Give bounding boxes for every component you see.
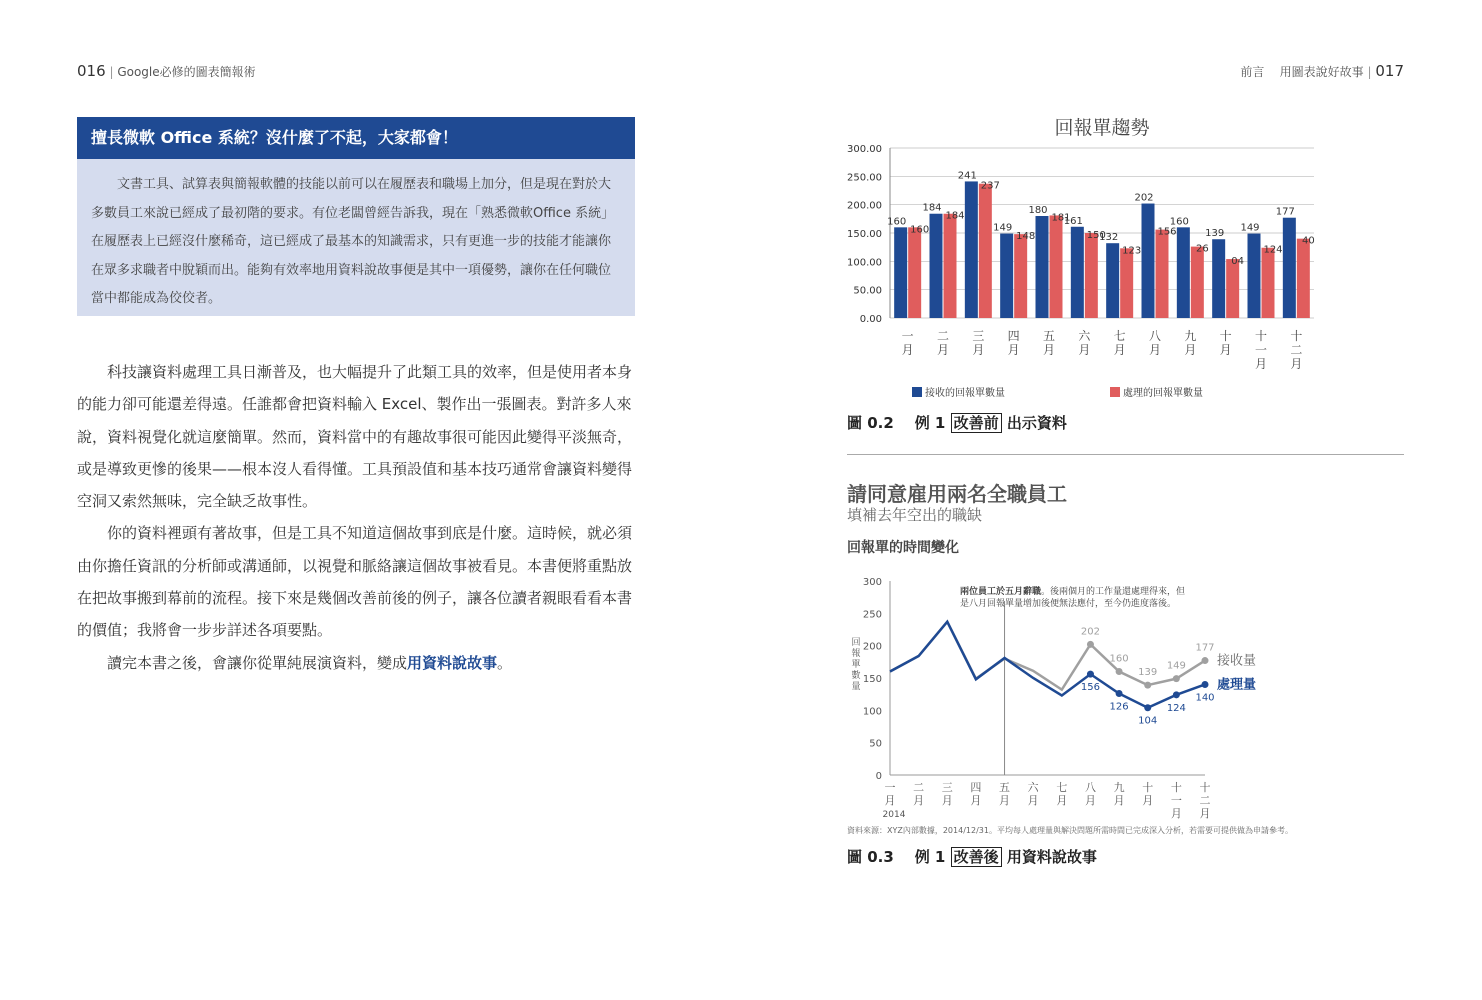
bar-chart-x-tick: 四月 <box>1007 329 1020 357</box>
bar-chart-y-tick: 200.00 <box>847 200 882 212</box>
bar-data-label: 04 <box>1231 256 1245 268</box>
line-chart-x-tick: 六月 <box>1027 781 1039 807</box>
bar-chart-x-tick: 二月 <box>936 329 950 357</box>
line-data-label-received: 202 <box>1080 626 1101 638</box>
bar-chart-x-tick: 三月 <box>972 329 985 357</box>
bar-data-label: 160 <box>887 216 907 228</box>
line-chart-x-tick: 十二月 <box>1199 781 1211 820</box>
bar-data-label: 150 <box>1086 230 1106 241</box>
figure-0-3-text: 用資料說故事 <box>1006 848 1097 866</box>
line-point-processed <box>1173 691 1180 698</box>
bar-data-label: 149 <box>1240 222 1260 234</box>
line-point-received <box>1202 657 1209 664</box>
bar-legend-label: 接收的回報單數量 <box>925 388 1005 399</box>
bar-received <box>1177 227 1190 318</box>
line-chart-annotation: 兩位員工於五月辭職。後兩個月的工作量還處理得來，但 <box>960 587 1186 597</box>
line-data-label-received: 149 <box>1166 660 1186 672</box>
bar-chart-y-tick: 0.00 <box>859 314 882 325</box>
left-page-header: 016 | Google必修的圖表簡報術 <box>77 62 256 80</box>
line-point-processed <box>1087 671 1094 678</box>
line-data-label-processed: 140 <box>1195 692 1215 704</box>
bar-received <box>930 214 943 318</box>
bar-chart-y-tick: 100.00 <box>847 257 882 269</box>
bar-data-label: 237 <box>980 180 1000 192</box>
figure-0-3-subtitle: 填補去年空出的職缺 <box>847 506 983 524</box>
body-p3-highlight: 用資料說故事 <box>407 653 498 672</box>
bar-data-label: 148 <box>1016 231 1036 243</box>
bar-data-label: 184 <box>922 202 942 214</box>
sidebar-box-text: 文書工具、試算表與簡報軟體的技能以前可以在履歷表和職場上加分，但是現在對於大多數員工來說已經成了最初階的要求。有位老闆曾經告訴我，現在「熟悉微軟Office 系統」在履歷表上已經沒什麼稀奇，這已經成了最基本的知識需求，只有更進一步的技能才能讓你在眾多求職者中脫穎而出。能夠有效率地用資料說故事便是其中一項優勢，讓你在任何職位當中都能成為佼佼者。 <box>91 177 615 306</box>
line-data-label-received: 160 <box>1109 653 1129 665</box>
bar-processed <box>1262 248 1275 318</box>
line-chart-y-tick: 150 <box>862 674 882 685</box>
line-point-processed <box>1116 690 1123 697</box>
body-text <box>77 356 637 679</box>
figure-0-3-title: 請同意雇用兩名全職員工 <box>847 482 1067 506</box>
bar-data-label: 181 <box>1051 212 1071 224</box>
bar-data-label: 132 <box>1099 232 1119 244</box>
line-chart-y-tick: 50 <box>869 738 882 750</box>
line-chart-x-tick: 九月 <box>1113 781 1125 807</box>
bar-chart-x-tick: 八月 <box>1148 329 1162 357</box>
bar-chart-x-tick: 十一月 <box>1254 329 1268 371</box>
bar-processed <box>979 184 992 318</box>
left-page-number: 016 <box>77 62 106 80</box>
line-data-label-processed: 124 <box>1166 702 1186 714</box>
line-chart-x-tick: 十月 <box>1142 781 1154 807</box>
bar-processed <box>1014 234 1027 318</box>
book-title: Google必修的圖表簡報術 <box>117 65 256 79</box>
line-chart-x-tick: 七月 <box>1056 781 1068 807</box>
line-point-processed <box>1144 704 1151 711</box>
line-point-received <box>1116 668 1123 675</box>
section-name: 前言 <box>1240 65 1265 79</box>
bar-chart-title: 回報單趨勢 <box>1054 117 1150 139</box>
bar-received <box>1212 239 1225 318</box>
bar-chart-x-tick: 九月 <box>1184 329 1197 357</box>
line-legend-processed: 處理量 <box>1217 677 1257 693</box>
body-paragraph-2: 你的資料裡頭有著故事，但是工具不知道這個故事到底是什麼。這時候，就必須由你擔任資訊的分析師或溝通師，以視覺和脈絡讓這個故事被看見。本書便將重點放在把故事搬到幕前的流程。接下來是幾個改善前後的例子，讓各位讀者親眼看看本書的價值；我將會一步步詳述各項要點。 <box>77 524 633 640</box>
line-chart-y-tick: 300 <box>862 577 882 588</box>
bar-chart-x-tick: 六月 <box>1078 329 1091 357</box>
sidebar-box-body <box>77 159 635 316</box>
section-divider <box>847 454 1404 455</box>
right-page-number: 017 <box>1375 62 1404 80</box>
bar-data-label: 123 <box>1122 245 1142 257</box>
bar-data-label: 40 <box>1301 235 1315 247</box>
line-chart-x-tick: 八月 <box>1084 781 1096 807</box>
bar-processed <box>1297 239 1310 318</box>
bar-data-label: 241 <box>957 170 977 182</box>
bar-processed <box>1156 230 1169 318</box>
bar-data-label: 124 <box>1263 244 1283 256</box>
bar-chart-y-tick: 150.00 <box>847 229 882 240</box>
bar-data-label: 160 <box>1169 216 1189 228</box>
figure-0-2-example: 例 1 <box>914 414 946 432</box>
bar-processed <box>1226 259 1239 318</box>
line-chart-x-tick: 五月 <box>999 781 1011 807</box>
bar-data-label: 139 <box>1205 228 1225 240</box>
bar-chart-x-tick: 十二月 <box>1290 329 1303 371</box>
bar-received <box>1248 234 1261 318</box>
bar-chart-x-tick: 七月 <box>1113 329 1126 357</box>
bar-data-label: 156 <box>1157 226 1177 238</box>
figure-0-2-tag: 改善前 <box>951 413 1002 433</box>
bar-received <box>1036 216 1049 318</box>
line-chart-y-tick: 0 <box>875 771 882 782</box>
data-source-note: 資料來源：XYZ內部數據，2014/12/31。平均每人處理量與解決問題所需時間已完成深入分析，若需要可提供做為申請參考。 <box>847 826 1293 835</box>
line-series-processed <box>890 622 1205 708</box>
line-data-label-processed: 156 <box>1080 682 1101 694</box>
bar-legend-swatch <box>912 387 922 397</box>
bar-data-label: 160 <box>910 224 930 236</box>
bar-received <box>894 227 907 318</box>
line-point-received <box>1173 675 1180 682</box>
line-chart-x-tick: 十一月 <box>1170 781 1182 820</box>
bar-data-label: 202 <box>1134 192 1154 204</box>
body-p3-prefix: 讀完本書之後，會讓你從單純展演資料，變成 <box>107 653 408 672</box>
line-chart-y-label: 回報單數量 <box>851 638 861 692</box>
line-legend-received: 接收量 <box>1217 653 1257 669</box>
bar-legend-label: 處理的回報單數量 <box>1123 388 1203 399</box>
bar-received <box>965 181 978 318</box>
bar-chart <box>840 108 1320 408</box>
bar-data-label: 26 <box>1195 243 1209 255</box>
bar-chart-y-tick: 50.00 <box>853 285 882 297</box>
line-chart-year-label: 2014 <box>882 810 906 820</box>
line-point-received <box>1087 641 1094 648</box>
bar-legend-swatch <box>1110 387 1120 397</box>
bar-data-label: 180 <box>1028 205 1048 216</box>
bar-data-label: 161 <box>1063 215 1083 227</box>
body-paragraph-1: 科技讓資料處理工具日漸普及，也大幅提升了此類工具的效率，但是使用者本身的能力卻可能還差得遠。任誰都會把資料輸入 Excel、製作出一張圖表。對許多人來說，資料視覺化就這麼簡單。然而，資料當中的有趣故事很可能因此變得平淡無奇，或是導致更慘的後果——根本沒人看得懂。工具預設值和基本技巧通常會讓資料變得空洞又索然無味，完全缺乏故事性。 <box>77 363 633 511</box>
line-chart-x-tick: 一月 <box>884 781 896 807</box>
body-p3-suffix: 。 <box>497 653 513 672</box>
line-chart-y-tick: 200 <box>862 641 882 653</box>
line-chart-x-tick: 二月 <box>913 781 925 807</box>
line-chart-annotation-line2: 是八月回報單量增加後便無法應付，至今仍進度落後。 <box>960 599 1177 609</box>
line-data-label-processed: 104 <box>1138 715 1158 727</box>
line-chart-y-tick: 100 <box>862 706 882 718</box>
sidebar-box-title: 擅長微軟 Office 系統？沒什麼了不起，大家都會！ <box>77 117 635 159</box>
bar-processed <box>1191 247 1204 318</box>
line-chart-y-tick: 250 <box>862 609 882 621</box>
bar-received <box>1283 218 1296 318</box>
line-chart <box>840 570 1280 820</box>
bar-processed <box>1120 248 1133 318</box>
body-paragraph-3 <box>77 647 637 679</box>
line-point-received <box>1144 682 1151 689</box>
figure-0-3-example: 例 1 <box>914 848 946 866</box>
bar-processed <box>944 214 957 318</box>
line-data-label-received: 177 <box>1195 642 1215 654</box>
bar-chart-x-tick: 五月 <box>1042 329 1056 357</box>
bar-processed <box>1085 233 1098 318</box>
bar-processed <box>908 227 921 318</box>
bar-chart-x-tick: 一月 <box>901 329 914 357</box>
figure-0-3-number: 圖 0.3 <box>847 848 894 866</box>
bar-chart-y-tick: 250.00 <box>847 172 882 184</box>
bar-chart-x-tick: 十月 <box>1219 329 1232 357</box>
line-data-label-received: 139 <box>1138 667 1158 679</box>
figure-0-3-caption <box>847 846 1097 867</box>
bar-data-label: 149 <box>993 222 1013 234</box>
figure-0-3-tag: 改善後 <box>951 847 1002 867</box>
line-chart-x-tick: 四月 <box>970 781 982 807</box>
figure-0-2-text: 出示資料 <box>1006 414 1067 432</box>
figure-0-2-caption <box>847 412 1067 433</box>
line-chart-x-tick: 三月 <box>941 781 953 807</box>
bar-processed <box>1050 215 1063 318</box>
line-chart-title: 回報單的時間變化 <box>847 540 959 556</box>
right-page-header: 前言 用圖表說好故事 | 017 <box>1240 62 1404 80</box>
figure-0-2-number: 圖 0.2 <box>847 414 894 432</box>
bar-received <box>1106 243 1119 318</box>
bar-received <box>1000 234 1013 318</box>
line-point-processed <box>1202 681 1209 688</box>
bar-data-label: 184 <box>945 210 965 222</box>
bar-data-label: 177 <box>1275 206 1295 218</box>
bar-received <box>1142 204 1155 318</box>
chapter-name: 用圖表說好故事 <box>1279 65 1364 79</box>
bar-received <box>1071 227 1084 318</box>
line-data-label-processed: 126 <box>1109 701 1129 713</box>
bar-chart-y-tick: 300.00 <box>847 144 882 155</box>
